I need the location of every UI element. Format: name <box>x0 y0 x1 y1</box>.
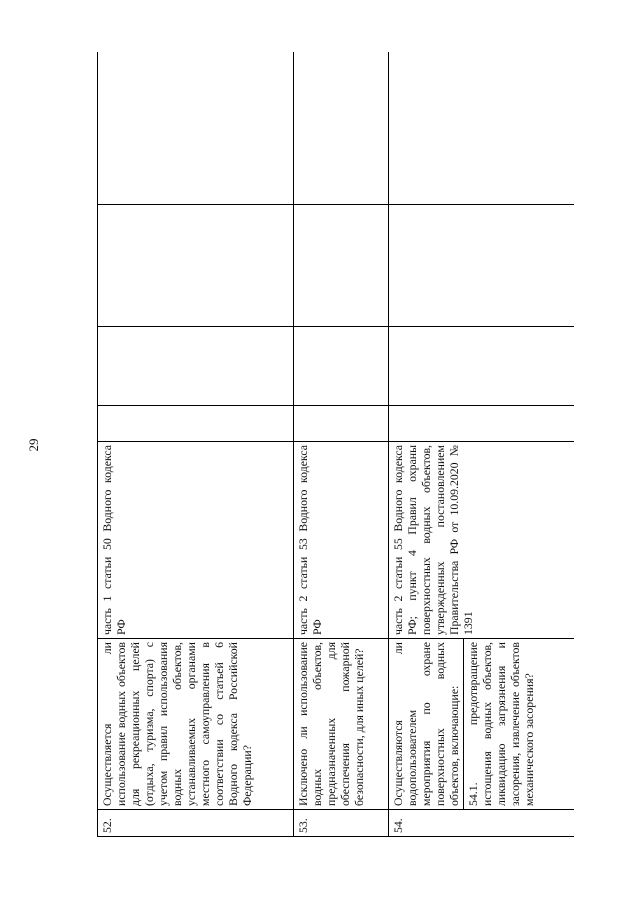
empty-cell <box>294 327 389 406</box>
rotated-table-container <box>97 52 574 837</box>
table-row <box>294 52 389 837</box>
empty-cell <box>389 406 575 442</box>
table-row <box>389 52 464 837</box>
sub-question-cell: 54.1. предотвращение истощения водных объектов, ликвидацию загрязнения и засорения, извлечение объектов механического засорения? <box>464 639 575 810</box>
reference-cell: часть 2 статьи 53 Водного кодекса РФ <box>294 442 389 639</box>
row-number: 53. <box>294 810 389 837</box>
empty-cell <box>389 52 575 205</box>
question-cell: Осуществляется ли использование водных объектов для рекреационных целей (отдыха, туризма, спорта) с учетом правил использования водных объектов, устанавливаемых органами местного самоуправления в соответствии со статьей 6 Водного кодекса Российской Федерации? <box>98 639 294 810</box>
reference-cell: часть 2 статьи 55 Водного кодекса РФ; пункт 4 Правил охраны поверхностных водных объектов, утвержденных постановлением Правительства РФ от 10.09.2020 № 1391 <box>389 442 575 639</box>
reference-cell: часть 1 статьи 50 Водного кодекса РФ <box>98 442 294 639</box>
page-number: 29 <box>26 438 41 452</box>
question-cell: Исключено ли использование водных объектов, предназначенных для обеспечения пожарной безопасности, для иных целей? <box>294 639 389 810</box>
empty-cell <box>98 406 294 442</box>
empty-cell <box>98 52 294 205</box>
empty-cell <box>98 327 294 406</box>
row-number: 52. <box>98 810 294 837</box>
row-number: 54. <box>389 810 575 837</box>
empty-cell <box>389 327 575 406</box>
empty-cell <box>389 205 575 327</box>
empty-cell <box>294 52 389 205</box>
inspection-table <box>97 52 574 837</box>
empty-cell <box>294 205 389 327</box>
empty-cell <box>98 205 294 327</box>
question-cell: Осуществляются ли водопользователем мероприятия по охране поверхностных водных объектов, включающие: <box>389 639 464 810</box>
table-row <box>98 52 294 837</box>
empty-cell <box>294 406 389 442</box>
